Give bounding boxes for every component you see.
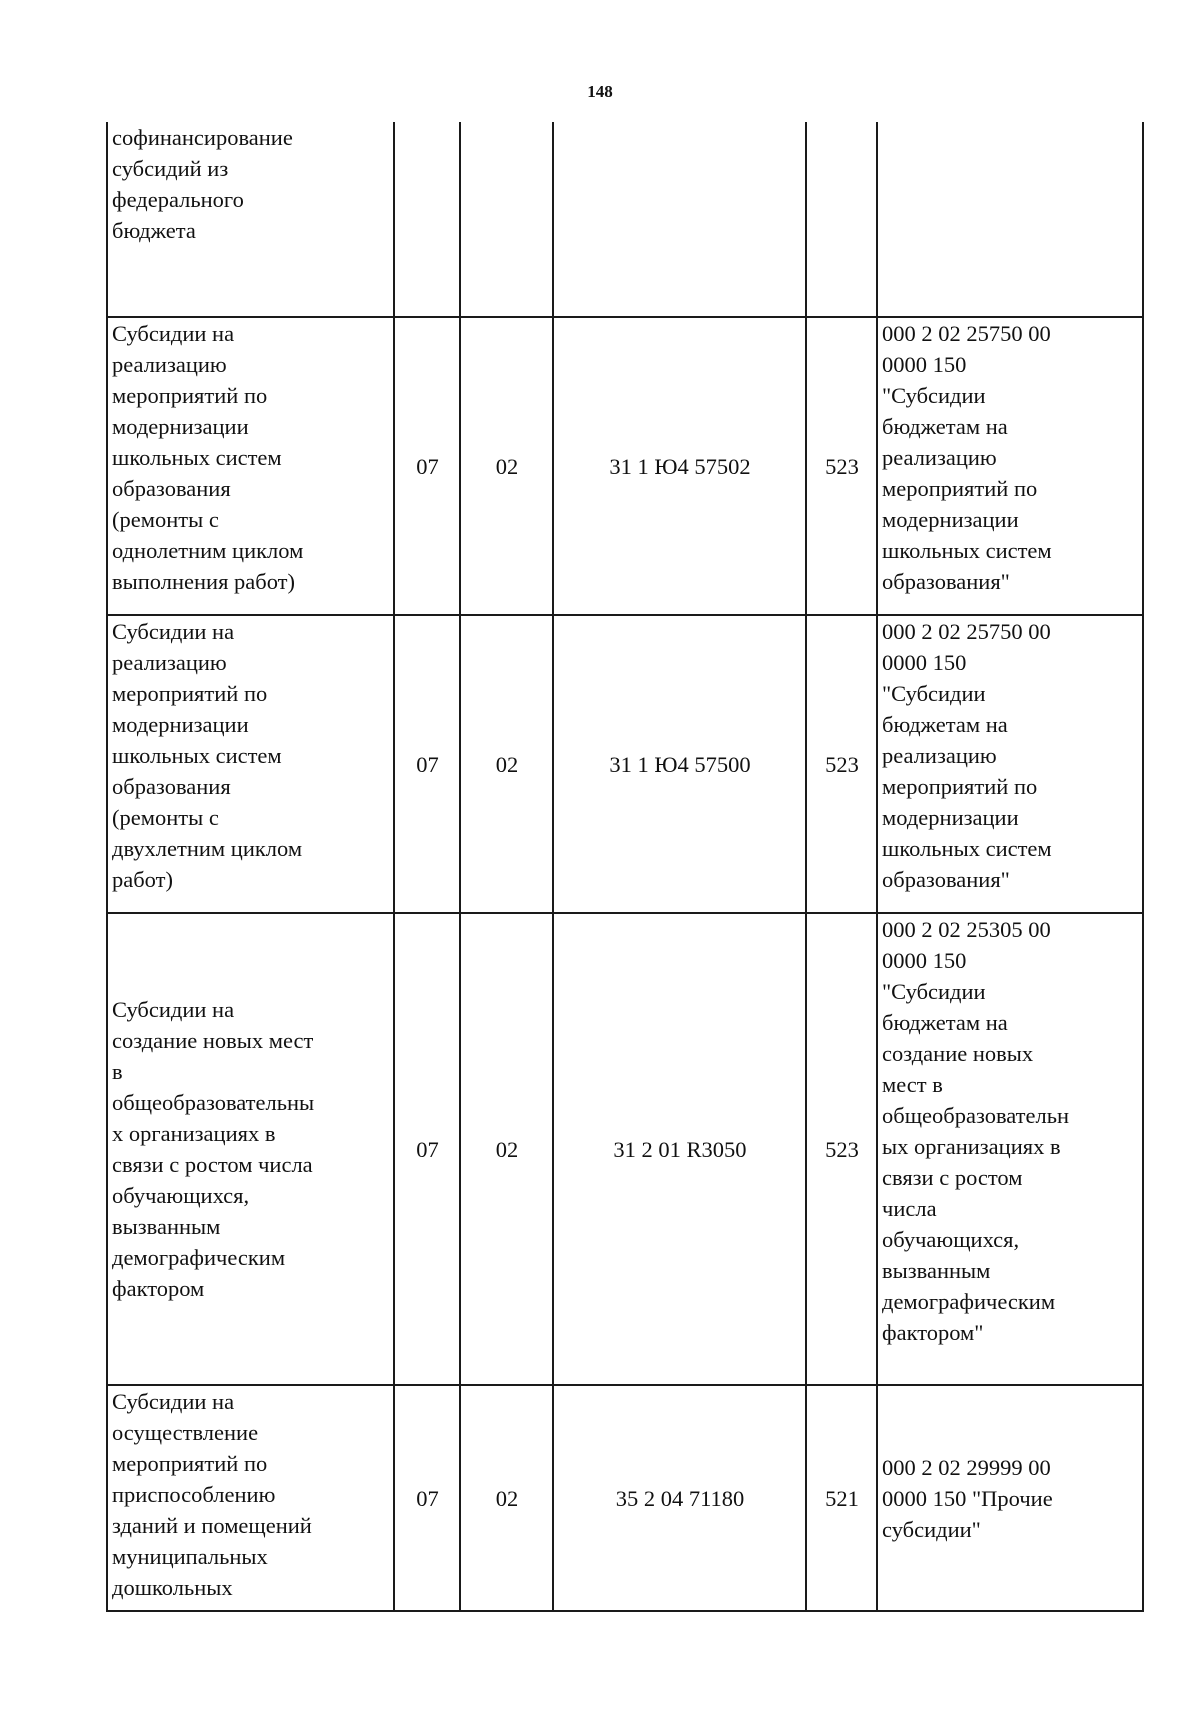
target-article-cell: 35 2 04 71180 xyxy=(553,1385,806,1611)
section-cell xyxy=(394,122,460,317)
table-row xyxy=(107,1385,1143,1611)
section-cell: 07 xyxy=(394,913,460,1385)
income-code-cell xyxy=(877,122,1143,317)
income-code-cell: 000 2 02 25750 00 0000 150 "Субсидии бюджетам на реализацию мероприятий по модернизации школьных систем образования" xyxy=(877,317,1143,615)
subsection-cell: 02 xyxy=(460,615,553,913)
target-article-cell xyxy=(553,122,806,317)
subsection-cell: 02 xyxy=(460,1385,553,1611)
income-code-cell: 000 2 02 29999 00 0000 150 "Прочие субсидии" xyxy=(877,1385,1143,1611)
subsection-cell: 02 xyxy=(460,317,553,615)
expense-type-cell: 523 xyxy=(806,615,877,913)
subsection-cell: 02 xyxy=(460,913,553,1385)
target-article-cell: 31 2 01 R3050 xyxy=(553,913,806,1385)
row-name-cell: Субсидии на реализацию мероприятий по модернизации школьных систем образования (ремонты с двухлетним циклом работ) xyxy=(107,615,394,913)
budget-table xyxy=(106,122,1144,1612)
target-article-cell: 31 1 Ю4 57500 xyxy=(553,615,806,913)
expense-type-cell xyxy=(806,122,877,317)
income-code-cell: 000 2 02 25750 00 0000 150 "Субсидии бюджетам на реализацию мероприятий по модернизации школьных систем образования" xyxy=(877,615,1143,913)
target-article-cell: 31 1 Ю4 57502 xyxy=(553,317,806,615)
section-cell: 07 xyxy=(394,317,460,615)
table-row xyxy=(107,122,1143,317)
row-name-cell: Субсидии на реализацию мероприятий по модернизации школьных систем образования (ремонты с однолетним циклом выполнения работ) xyxy=(107,317,394,615)
row-name-cell: Субсидии на осуществление мероприятий по приспособлению зданий и помещений муниципальных дошкольных xyxy=(107,1385,394,1611)
table-row xyxy=(107,317,1143,615)
page-number: 148 xyxy=(587,82,613,101)
income-code-cell: 000 2 02 25305 00 0000 150 "Субсидии бюджетам на создание новых мест в общеобразовательн ых организациях в связи с ростом числа обучающихся, вызванным демографическим фактором" xyxy=(877,913,1143,1385)
expense-type-cell: 523 xyxy=(806,913,877,1385)
expense-type-cell: 521 xyxy=(806,1385,877,1611)
table-row xyxy=(107,615,1143,913)
subsection-cell xyxy=(460,122,553,317)
section-cell: 07 xyxy=(394,615,460,913)
section-cell: 07 xyxy=(394,1385,460,1611)
expense-type-cell: 523 xyxy=(806,317,877,615)
table-row xyxy=(107,913,1143,1385)
row-name-cell: Субсидии на создание новых мест в общеобразовательны х организациях в связи с ростом числа обучающихся, вызванным демографическим фактором xyxy=(107,913,394,1385)
row-name-cell: софинансирование субсидий из федерального бюджета xyxy=(107,122,394,317)
